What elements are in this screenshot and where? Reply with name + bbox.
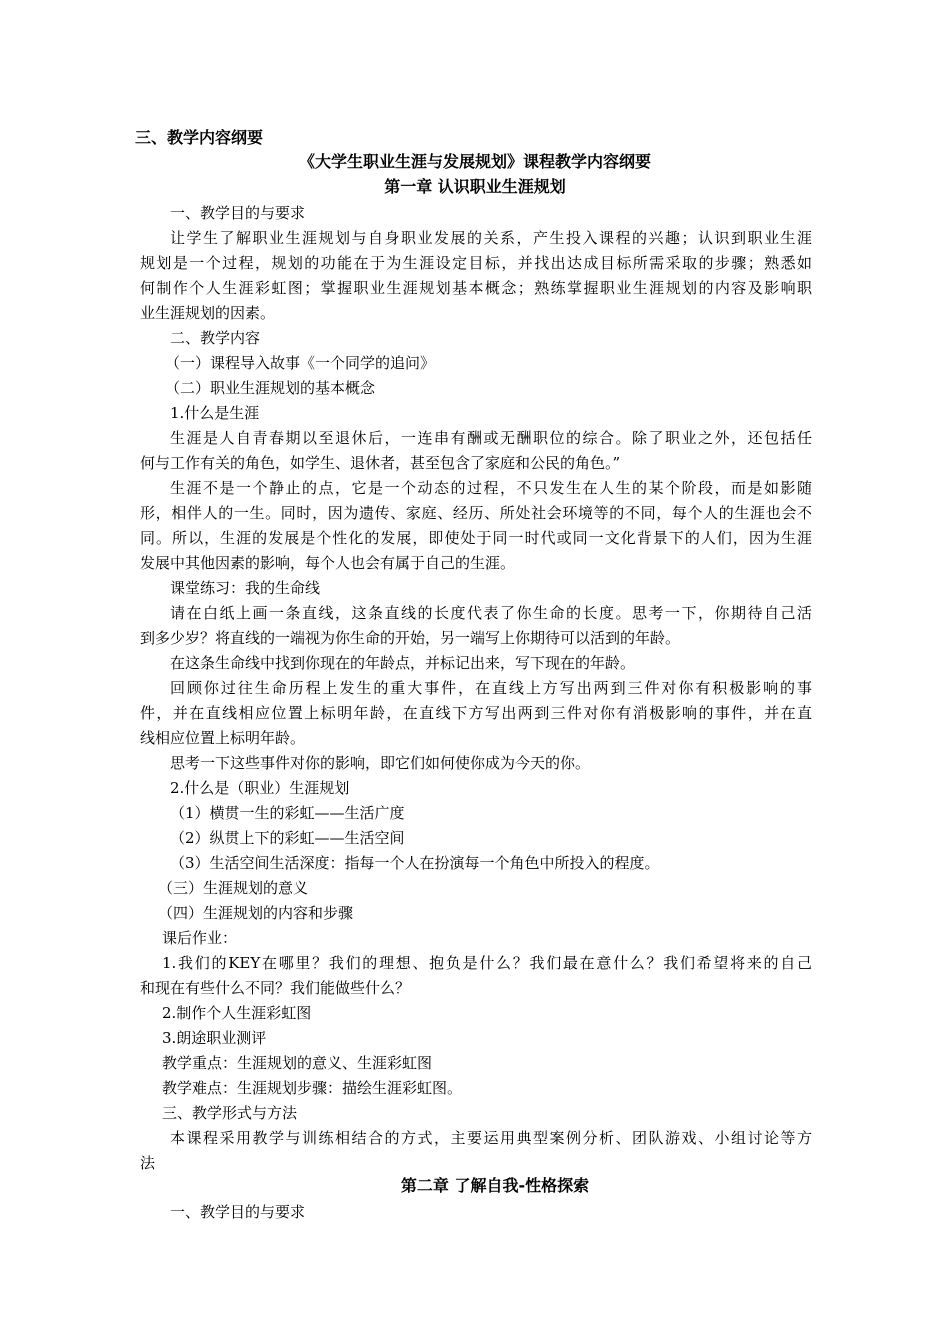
chapter-title: 第一章 认识职业生涯规划	[384, 177, 566, 196]
difficult-points: 教学难点：生涯规划步骤：描绘生涯彩虹图。	[162, 1079, 463, 1097]
paragraph-line: 生涯是人自青春期以至退休后，一连串有酬或无酬职位的综合。除了职业之外，还包括任	[170, 429, 812, 447]
paragraph-line: 本课程采用教学与训练相结合的方式，主要运用典型案例分析、团队游戏、小组讨论等方	[170, 1129, 812, 1147]
paragraph-line: 和现在有些什么不同？我们能做些什么？	[140, 979, 411, 997]
list-item: （1）横贯一生的彩虹——生活广度	[170, 804, 405, 822]
homework-heading: 课后作业：	[162, 929, 238, 947]
objectives-heading: 一、教学目的与要求	[170, 1203, 306, 1221]
paragraph-line: 规划是一个过程，规划的功能在于为生涯设定目标，并找出达成目标所需采取的步骤；熟悉如	[140, 254, 812, 272]
subheading: 1.什么是生涯	[170, 404, 260, 422]
key-points: 教学重点：生涯规划的意义、生涯彩虹图	[162, 1054, 433, 1072]
section-heading: 三、教学内容纲要	[135, 128, 264, 147]
list-item: （三）生涯规划的意义	[158, 879, 309, 897]
list-item: （一）课程导入故事《一个同学的追问》	[165, 354, 436, 372]
objectives-heading: 一、教学目的与要求	[170, 204, 306, 222]
paragraph-line: 回顾你过往生命历程上发生的重大事件，在直线上方写出两到三件对你有积极影响的事	[170, 679, 812, 697]
paragraph-line: 在这条生命线中找到你现在的年龄点，并标记出来，写下现在的年龄。	[170, 654, 636, 672]
paragraph-line: 1.我们的KEY在哪里？我们的理想、抱负是什么？我们最在意什么？我们希望将来的自己	[162, 954, 812, 972]
list-item: 3.朗途职业测评	[162, 1029, 267, 1047]
paragraph-line: 形，相伴人的一生。同时，因为遗传、家庭、经历、所处社会环境等的不同，每个人的生涯也会不	[140, 504, 812, 522]
methods-heading: 三、教学形式与方法	[162, 1104, 298, 1122]
paragraph-line: 线相应位置上标明年龄。	[140, 729, 306, 747]
content-heading: 二、教学内容	[170, 329, 261, 347]
paragraph-line: 请在白纸上画一条直线，这条直线的长度代表了你生命的长度。思考一下，你期待自己活	[170, 604, 812, 622]
list-item: （2）纵贯上下的彩虹——生活空间	[170, 829, 405, 847]
subheading: 2.什么是（职业）生涯规划	[170, 779, 350, 797]
paragraph-line: 到多少岁？将直线的一端视为你生命的开始，另一端写上你期待可以活到的年龄。	[140, 629, 681, 647]
list-item: （3）生活空间生活深度：指每一个人在扮演每一个角色中所投入的程度。	[170, 854, 660, 872]
document-title: 《大学生职业生涯与发展规划》课程教学内容纲要	[298, 152, 651, 171]
paragraph-line: 何与工作有关的角色，如学生、退休者，甚至包含了家庭和公民的角色。”	[140, 454, 621, 472]
list-item: （四）生涯规划的内容和步骤	[158, 904, 354, 922]
paragraph-line: 发展中其他因素的影响，每个人也会有属于自己的生涯。	[140, 554, 516, 572]
list-item: 2.制作个人生涯彩虹图	[162, 1004, 312, 1022]
paragraph-line: 业生涯规划的因素。	[140, 304, 276, 322]
paragraph-line: 件，并在直线相应位置上标明年龄，在直线下方写出两到三件对你有消极影响的事件，并在直	[140, 704, 812, 722]
paragraph-line: 何制作个人生涯彩虹图；掌握职业生涯规划基本概念；熟练掌握职业生涯规划的内容及影响职	[140, 279, 812, 297]
paragraph-line: 思考一下这些事件对你的影响，即它们如何使你成为今天的你。	[170, 754, 591, 772]
paragraph-line: 同。所以，生涯的发展是个性化的发展，即使处于同一时代或同一文化背景下的人们，因为生涯	[140, 529, 812, 547]
list-item: （二）职业生涯规划的基本概念	[165, 379, 376, 397]
paragraph-line: 生涯不是一个静止的点，它是一个动态的过程，不只发生在人生的某个阶段，而是如影随	[170, 479, 812, 497]
exercise-title: 课堂练习：我的生命线	[170, 579, 321, 597]
chapter-title: 第二章 了解自我-性格探索	[400, 1176, 590, 1195]
paragraph-line: 让学生了解职业生涯规划与自身职业发展的关系，产生投入课程的兴趣；认识到职业生涯	[170, 229, 812, 247]
paragraph-line: 法	[140, 1154, 156, 1172]
